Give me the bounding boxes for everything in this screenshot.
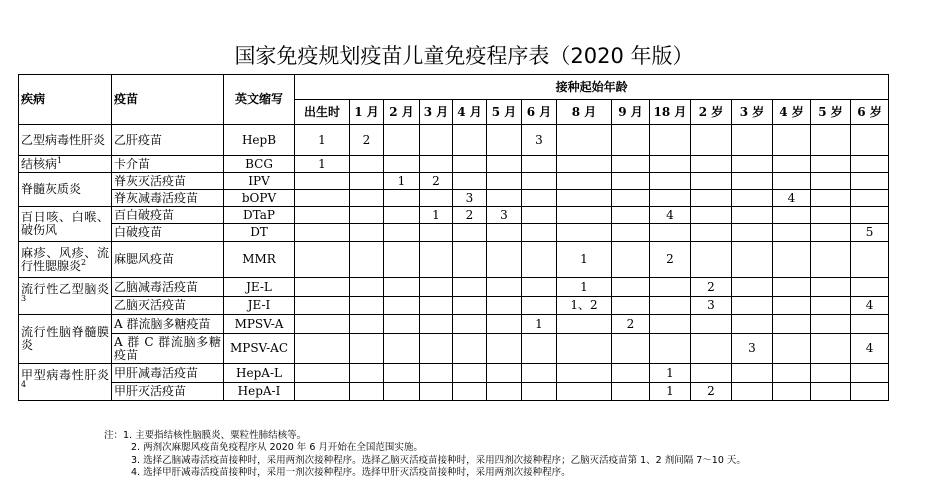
dose-cell (612, 224, 650, 242)
vaccine-name: 乙肝疫苗 (112, 125, 224, 156)
dose-cell (811, 364, 851, 383)
dose-cell: 1 (384, 173, 420, 190)
dose-cell (773, 278, 811, 297)
dose-cell (350, 364, 384, 383)
dose-cell (453, 334, 487, 364)
dose-cell: 3 (487, 207, 522, 224)
dose-cell (557, 334, 612, 364)
dose-cell (732, 125, 773, 156)
dose-cell: 1 (295, 156, 350, 173)
vaccine-abbr: bOPV (224, 190, 295, 207)
dose-cell (612, 278, 650, 297)
vaccine-name: 甲肝减毒活疫苗 (112, 364, 224, 383)
age-header: 2 月 (384, 100, 420, 125)
vaccine-name: 白破疫苗 (112, 224, 224, 242)
table-row (19, 224, 889, 242)
age-header: 6 岁 (851, 100, 889, 125)
disease-cell (19, 125, 112, 156)
age-header: 18 月 (650, 100, 691, 125)
dose-cell (773, 173, 811, 190)
dose-cell (612, 156, 650, 173)
dose-cell: 1、2 (557, 297, 612, 315)
dose-cell (384, 334, 420, 364)
page-title: 国家免疫规划疫苗儿童免疫程序表（2020 年版） (234, 44, 694, 68)
dose-cell (557, 207, 612, 224)
dose-cell (732, 278, 773, 297)
dose-cell (773, 224, 811, 242)
dose-cell (557, 383, 612, 401)
dose-cell (811, 315, 851, 334)
disease-name: 百日咳、白喉、破伤风 (21, 210, 109, 237)
vaccine-abbr: JE-L (224, 278, 295, 297)
dose-cell (487, 278, 522, 297)
dose-cell (453, 173, 487, 190)
dose-cell (732, 242, 773, 278)
dose-cell (650, 125, 691, 156)
vaccine-abbr: HepA-L (224, 364, 295, 383)
dose-cell (522, 224, 557, 242)
dose-cell (522, 334, 557, 364)
dose-cell (384, 242, 420, 278)
dose-cell (350, 297, 384, 315)
dose-cell (773, 334, 811, 364)
dose-cell: 5 (851, 224, 889, 242)
table-row (19, 334, 889, 364)
vaccine-abbr: MPSV-A (224, 315, 295, 334)
dose-cell (557, 315, 612, 334)
dose-cell (773, 364, 811, 383)
dose-cell (487, 315, 522, 334)
dose-cell (453, 315, 487, 334)
dose-cell: 2 (453, 207, 487, 224)
dose-cell: 2 (350, 125, 384, 156)
dose-cell (650, 334, 691, 364)
dose-cell: 1 (650, 364, 691, 383)
dose-cell (732, 224, 773, 242)
dose-cell (420, 334, 453, 364)
dose-cell (453, 156, 487, 173)
dose-cell (295, 224, 350, 242)
dose-cell (811, 224, 851, 242)
vaccine-name: 甲肝灭活疫苗 (112, 383, 224, 401)
dose-cell (773, 125, 811, 156)
dose-cell: 1 (557, 278, 612, 297)
dose-cell (295, 315, 350, 334)
dose-cell (811, 297, 851, 315)
dose-cell (851, 364, 889, 383)
age-header: 6 月 (522, 100, 557, 125)
vaccine-name: 乙脑灭活疫苗 (112, 297, 224, 315)
dose-cell: 3 (691, 297, 732, 315)
footnote: 注：1. 主要指结核性脑膜炎、粟粒性肺结核等。 (104, 430, 307, 441)
dose-cell (773, 297, 811, 315)
dose-cell (295, 173, 350, 190)
footnote: 3. 选择乙脑减毒活疫苗接种时，采用两剂次接种程序。选择乙脑灭活疫苗接种时，采用四剂次接种程序；乙脑灭活疫苗第 1、2 剂间隔 7～10 天。 (131, 454, 746, 466)
vaccine-name: A 群 C 群流脑多糖疫苗 (112, 334, 224, 364)
age-header: 出生时 (295, 100, 350, 125)
dose-cell (350, 173, 384, 190)
dose-cell (557, 190, 612, 207)
dose-cell (851, 173, 889, 190)
age-header: 3 月 (420, 100, 453, 125)
header-vaccine: 疫苗 (112, 75, 224, 125)
dose-cell (851, 156, 889, 173)
dose-cell (420, 242, 453, 278)
dose-cell (384, 207, 420, 224)
dose-cell: 4 (650, 207, 691, 224)
disease-cell (19, 364, 112, 401)
dose-cell (650, 156, 691, 173)
dose-cell (487, 297, 522, 315)
dose-cell (487, 156, 522, 173)
vaccine-name: 百白破疫苗 (112, 207, 224, 224)
dose-cell (350, 278, 384, 297)
dose-cell (487, 383, 522, 401)
dose-cell (732, 364, 773, 383)
table-row (19, 278, 889, 297)
dose-cell (691, 224, 732, 242)
dose-cell (691, 242, 732, 278)
dose-cell (384, 278, 420, 297)
dose-cell (732, 156, 773, 173)
dose-cell (811, 278, 851, 297)
dose-cell (612, 383, 650, 401)
dose-cell (384, 364, 420, 383)
dose-cell (487, 173, 522, 190)
immunization-schedule-table (18, 74, 889, 401)
dose-cell (612, 190, 650, 207)
dose-cell (811, 190, 851, 207)
dose-cell (453, 278, 487, 297)
dose-cell: 2 (420, 173, 453, 190)
disease-name: 流行性脑脊髓膜炎 (21, 325, 109, 352)
dose-cell: 2 (650, 242, 691, 278)
dose-cell (691, 125, 732, 156)
dose-cell (384, 315, 420, 334)
disease-name: 结核病 (21, 156, 58, 171)
dose-cell (811, 125, 851, 156)
dose-cell (851, 278, 889, 297)
age-header: 2 岁 (691, 100, 732, 125)
dose-cell (420, 315, 453, 334)
disease-cell (19, 156, 112, 173)
dose-cell (612, 207, 650, 224)
dose-cell (295, 334, 350, 364)
table-row (19, 173, 889, 190)
dose-cell (453, 297, 487, 315)
dose-cell (420, 297, 453, 315)
dose-cell (650, 190, 691, 207)
dose-cell (811, 383, 851, 401)
dose-cell (732, 190, 773, 207)
dose-cell (773, 383, 811, 401)
dose-cell (732, 315, 773, 334)
table-row (19, 242, 889, 278)
dose-cell (650, 173, 691, 190)
table-row (19, 207, 889, 224)
dose-cell (487, 190, 522, 207)
table-row (19, 383, 889, 401)
dose-cell: 1 (522, 315, 557, 334)
dose-cell (522, 364, 557, 383)
dose-cell (557, 125, 612, 156)
dose-cell (453, 125, 487, 156)
dose-cell (851, 125, 889, 156)
dose-cell: 3 (732, 334, 773, 364)
dose-cell (612, 173, 650, 190)
dose-cell (453, 383, 487, 401)
dose-cell (350, 224, 384, 242)
dose-cell (384, 224, 420, 242)
dose-cell (691, 334, 732, 364)
dose-cell (557, 364, 612, 383)
dose-cell (557, 156, 612, 173)
disease-name: 麻疹、风疹、流行性腮腺炎 (21, 245, 109, 273)
dose-cell (522, 156, 557, 173)
disease-name: 乙型病毒性肝炎 (21, 132, 106, 147)
disease-cell (19, 278, 112, 315)
dose-cell (691, 315, 732, 334)
dose-cell: 4 (851, 334, 889, 364)
vaccine-name: A 群流脑多糖疫苗 (112, 315, 224, 334)
dose-cell (420, 224, 453, 242)
dose-cell (851, 190, 889, 207)
dose-cell (612, 297, 650, 315)
dose-cell (295, 278, 350, 297)
footnote-ref: 2 (81, 257, 87, 267)
table-row (19, 125, 889, 156)
vaccine-abbr: MPSV-AC (224, 334, 295, 364)
dose-cell (773, 207, 811, 224)
dose-cell (732, 383, 773, 401)
disease-cell (19, 315, 112, 364)
dose-cell (522, 207, 557, 224)
dose-cell (522, 278, 557, 297)
age-header: 9 月 (612, 100, 650, 125)
table-row (19, 190, 889, 207)
dose-cell: 3 (522, 125, 557, 156)
dose-cell (851, 207, 889, 224)
vaccine-abbr: IPV (224, 173, 295, 190)
table-row (19, 297, 889, 315)
dose-cell (295, 364, 350, 383)
dose-cell (295, 383, 350, 401)
dose-cell (851, 315, 889, 334)
dose-cell (350, 334, 384, 364)
footnote: 2. 两剂次麻腮风疫苗免疫程序从 2020 年 6 月开始在全国范围实施。 (131, 442, 423, 454)
dose-cell (650, 224, 691, 242)
dose-cell (487, 224, 522, 242)
dose-cell: 4 (773, 190, 811, 207)
dose-cell (487, 334, 522, 364)
dose-cell (691, 207, 732, 224)
dose-cell (557, 224, 612, 242)
dose-cell (522, 242, 557, 278)
dose-cell (732, 297, 773, 315)
dose-cell: 2 (691, 278, 732, 297)
age-header: 5 岁 (811, 100, 851, 125)
dose-cell (650, 315, 691, 334)
dose-cell (650, 278, 691, 297)
dose-cell (295, 297, 350, 315)
dose-cell (612, 334, 650, 364)
dose-cell (420, 278, 453, 297)
dose-cell (350, 156, 384, 173)
table-row (19, 315, 889, 334)
dose-cell (295, 190, 350, 207)
vaccine-name: 乙脑减毒活疫苗 (112, 278, 224, 297)
vaccine-name: 麻腮风疫苗 (112, 242, 224, 278)
footnotes (104, 430, 746, 479)
dose-cell (384, 125, 420, 156)
disease-cell (19, 173, 112, 207)
dose-cell (420, 156, 453, 173)
dose-cell (453, 364, 487, 383)
dose-cell (453, 242, 487, 278)
dose-cell (732, 207, 773, 224)
dose-cell (384, 156, 420, 173)
dose-cell (773, 242, 811, 278)
footnote-ref: 4 (21, 380, 27, 389)
dose-cell (420, 190, 453, 207)
dose-cell (612, 364, 650, 383)
vaccine-abbr: BCG (224, 156, 295, 173)
dose-cell (350, 207, 384, 224)
disease-name: 甲型病毒性肝炎 (21, 368, 109, 382)
dose-cell (811, 334, 851, 364)
dose-cell: 2 (612, 315, 650, 334)
age-header: 3 岁 (732, 100, 773, 125)
vaccine-abbr: HepA-I (224, 383, 295, 401)
dose-cell: 1 (650, 383, 691, 401)
vaccine-name: 卡介苗 (112, 156, 224, 173)
dose-cell (384, 297, 420, 315)
age-header: 8 月 (557, 100, 612, 125)
dose-cell (522, 383, 557, 401)
footnote-ref: 3 (21, 294, 27, 303)
dose-cell (691, 190, 732, 207)
header-age-group: 接种起始年龄 (295, 75, 889, 100)
header-disease: 疾病 (19, 75, 112, 125)
dose-cell: 1 (420, 207, 453, 224)
disease-cell (19, 207, 112, 242)
footnote-ref: 1 (57, 155, 63, 165)
dose-cell (487, 125, 522, 156)
disease-cell (19, 242, 112, 278)
dose-cell (851, 242, 889, 278)
dose-cell (350, 383, 384, 401)
vaccine-abbr: DT (224, 224, 295, 242)
dose-cell (612, 242, 650, 278)
disease-name: 流行性乙型脑炎 (21, 282, 109, 296)
dose-cell (851, 383, 889, 401)
age-header: 4 月 (453, 100, 487, 125)
dose-cell (350, 190, 384, 207)
dose-cell (487, 364, 522, 383)
vaccine-abbr: JE-I (224, 297, 295, 315)
dose-cell (295, 207, 350, 224)
dose-cell (557, 173, 612, 190)
dose-cell (522, 173, 557, 190)
dose-cell: 1 (557, 242, 612, 278)
dose-cell (384, 190, 420, 207)
dose-cell (811, 156, 851, 173)
dose-cell (295, 242, 350, 278)
dose-cell (453, 224, 487, 242)
vaccine-abbr: HepB (224, 125, 295, 156)
disease-name: 脊髓灰质炎 (21, 182, 82, 196)
dose-cell (420, 125, 453, 156)
dose-cell (691, 156, 732, 173)
dose-cell: 2 (691, 383, 732, 401)
dose-cell (811, 173, 851, 190)
dose-cell (811, 207, 851, 224)
dose-cell (487, 242, 522, 278)
dose-cell (773, 315, 811, 334)
dose-cell (522, 190, 557, 207)
dose-cell (384, 383, 420, 401)
vaccine-abbr: MMR (224, 242, 295, 278)
dose-cell (420, 364, 453, 383)
table-row (19, 364, 889, 383)
footnote: 4. 选择甲肝减毒活疫苗接种时，采用一剂次接种程序。选择甲肝灭活疫苗接种时，采用两剂次接种程序。 (131, 466, 571, 478)
dose-cell (612, 125, 650, 156)
vaccine-name: 脊灰减毒活疫苗 (112, 190, 224, 207)
dose-cell (691, 364, 732, 383)
dose-cell (811, 242, 851, 278)
dose-cell: 3 (453, 190, 487, 207)
age-header: 4 岁 (773, 100, 811, 125)
dose-cell (350, 315, 384, 334)
age-header: 5 月 (487, 100, 522, 125)
dose-cell (650, 297, 691, 315)
age-header: 1 月 (350, 100, 384, 125)
dose-cell: 4 (851, 297, 889, 315)
dose-cell: 1 (295, 125, 350, 156)
vaccine-name: 脊灰灭活疫苗 (112, 173, 224, 190)
dose-cell (350, 242, 384, 278)
dose-cell (732, 173, 773, 190)
dose-cell (691, 173, 732, 190)
vaccine-abbr: DTaP (224, 207, 295, 224)
dose-cell (522, 297, 557, 315)
dose-cell (773, 156, 811, 173)
table-row (19, 156, 889, 173)
dose-cell (420, 383, 453, 401)
header-abbr: 英文缩写 (224, 75, 295, 125)
